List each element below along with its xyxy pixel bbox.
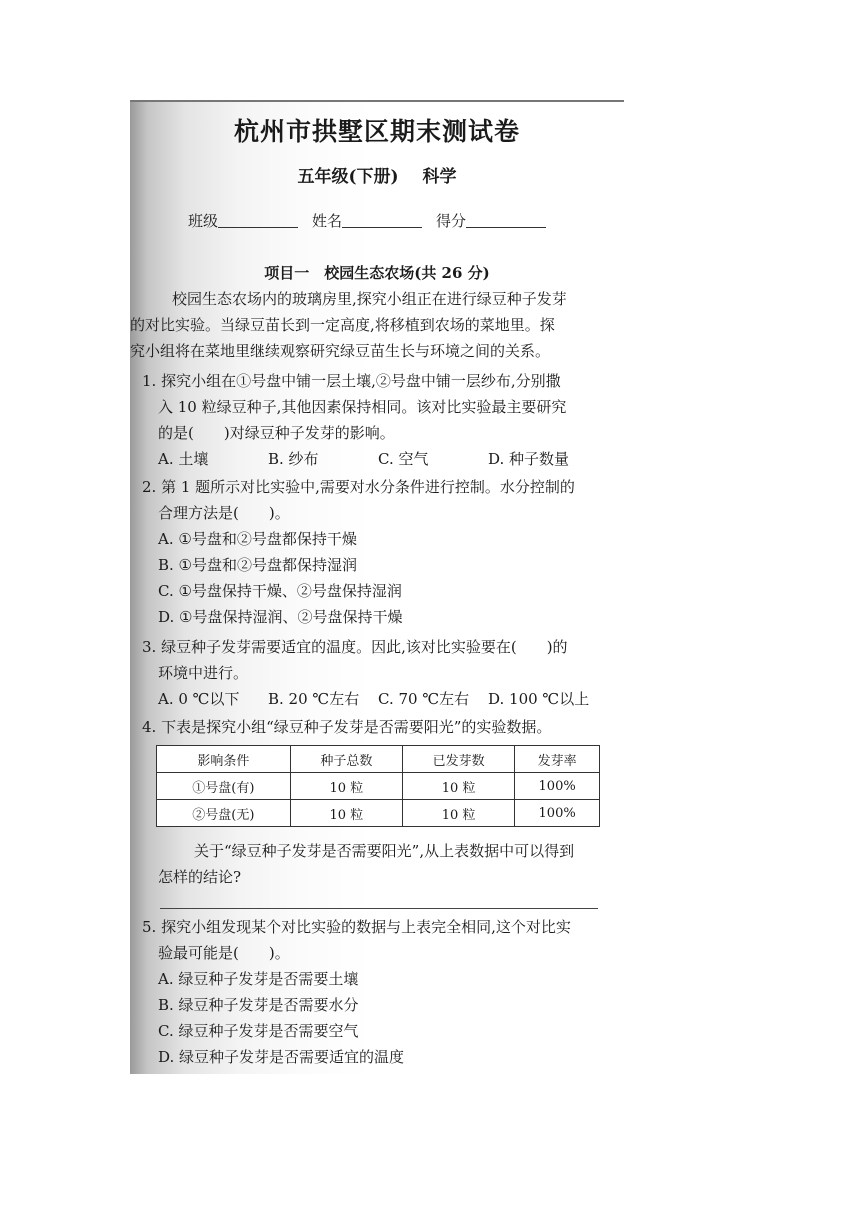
exam-sheet <box>130 100 624 1074</box>
table-header-row <box>157 746 600 773</box>
option-c: C. 绿豆种子发芽是否需要空气 <box>158 1022 359 1040</box>
table-cell: 10 粒 <box>290 800 402 827</box>
option-a: A. 绿豆种子发芽是否需要土壤 <box>158 970 359 988</box>
question-line: 入 10 粒绿豆种子,其他因素保持相同。该对比实验最主要研究 <box>158 398 567 416</box>
question-line: 5. 探究小组发现某个对比实验的数据与上表完全相同,这个对比实 <box>142 918 571 936</box>
option-c: C. 空气 <box>378 450 429 468</box>
question-1 <box>142 368 598 472</box>
question-4: 4. 下表是探究小组“绿豆种子发芽是否需要阳光”的实验数据。 <box>142 718 552 736</box>
option-b: B. 纱布 <box>268 450 319 468</box>
table-row <box>157 800 600 827</box>
question-line: 环境中进行。 <box>158 664 249 682</box>
question-3 <box>142 634 598 712</box>
name-label: 姓名 <box>312 212 343 230</box>
table-cell: 100% <box>515 773 600 800</box>
question-line: 的是( )对绿豆种子发芽的影响。 <box>158 424 395 442</box>
table-cell: 10 粒 <box>402 773 514 800</box>
exam-title: 杭州市拱墅区期末测试卷 <box>233 117 520 146</box>
option-d: D. ①号盘保持湿润、②号盘保持干燥 <box>158 608 403 626</box>
name-field[interactable] <box>342 213 422 228</box>
followup-line: 关于“绿豆种子发芽是否需要阳光”,从上表数据中可以得到 <box>194 842 575 860</box>
option-b: B. 绿豆种子发芽是否需要水分 <box>158 996 359 1014</box>
score-label: 得分 <box>436 212 467 230</box>
question-line: 合理方法是( )。 <box>158 504 290 522</box>
option-b: B. 20 ℃左右 <box>268 690 360 708</box>
exam-subtitle <box>130 162 624 187</box>
grade-label: 五年级(下册) <box>297 167 399 187</box>
option-a: A. 土壤 <box>158 450 209 468</box>
option-d: D. 种子数量 <box>488 450 570 468</box>
table-cell: 100% <box>515 800 600 827</box>
table-header-cell: 种子总数 <box>290 746 402 773</box>
section-intro <box>130 286 612 364</box>
question-2 <box>142 474 575 630</box>
table-cell: ①号盘(有) <box>157 773 291 800</box>
section-heading: 项目一 校园生态农场(共 26 分) <box>264 264 490 282</box>
table-header-cell: 影响条件 <box>157 746 291 773</box>
question-line: 1. 探究小组在①号盘中铺一层土壤,②号盘中铺一层纱布,分别撒 <box>142 372 561 390</box>
table-cell: ②号盘(无) <box>157 800 291 827</box>
option-a: A. ①号盘和②号盘都保持干燥 <box>158 530 357 548</box>
question-4-followup <box>142 838 574 890</box>
table-cell: 10 粒 <box>402 800 514 827</box>
option-c: C. ①号盘保持干燥、②号盘保持湿润 <box>158 582 402 600</box>
intro-line: 的对比实验。当绿豆苗长到一定高度,将移植到农场的菜地里。探 <box>130 316 555 334</box>
option-c: C. 70 ℃左右 <box>378 690 470 708</box>
question-5 <box>142 914 571 1070</box>
intro-line: 校园生态农场内的玻璃房里,探究小组正在进行绿豆种子发芽 <box>172 290 567 308</box>
question-line: 2. 第 1 题所示对比实验中,需要对水分条件进行控制。水分控制的 <box>142 478 575 496</box>
table-header-cell: 已发芽数 <box>402 746 514 773</box>
question-line: 3. 绿豆种子发芽需要适宜的温度。因此,该对比实验要在( )的 <box>142 638 568 656</box>
student-info-row <box>188 210 560 231</box>
table-cell: 10 粒 <box>290 773 402 800</box>
germination-table <box>156 745 600 827</box>
followup-line: 怎样的结论? <box>158 868 242 886</box>
option-b: B. ①号盘和②号盘都保持湿润 <box>158 556 358 574</box>
question-1-options <box>142 446 598 472</box>
option-d: D. 100 ℃以上 <box>488 690 590 708</box>
class-field[interactable] <box>218 213 298 228</box>
subject-label: 科学 <box>422 167 457 187</box>
question-3-options <box>142 686 598 712</box>
option-d: D. 绿豆种子发芽是否需要适宜的温度 <box>158 1048 405 1066</box>
question-line: 验最可能是( )。 <box>158 944 290 962</box>
table-header-cell: 发芽率 <box>515 746 600 773</box>
table-row <box>157 773 600 800</box>
intro-line: 究小组将在菜地里继续观察研究绿豆苗生长与环境之间的关系。 <box>130 342 551 360</box>
class-label: 班级 <box>188 212 219 230</box>
score-field[interactable] <box>466 213 546 228</box>
option-a: A. 0 ℃以下 <box>158 690 240 708</box>
answer-line[interactable] <box>160 908 598 909</box>
